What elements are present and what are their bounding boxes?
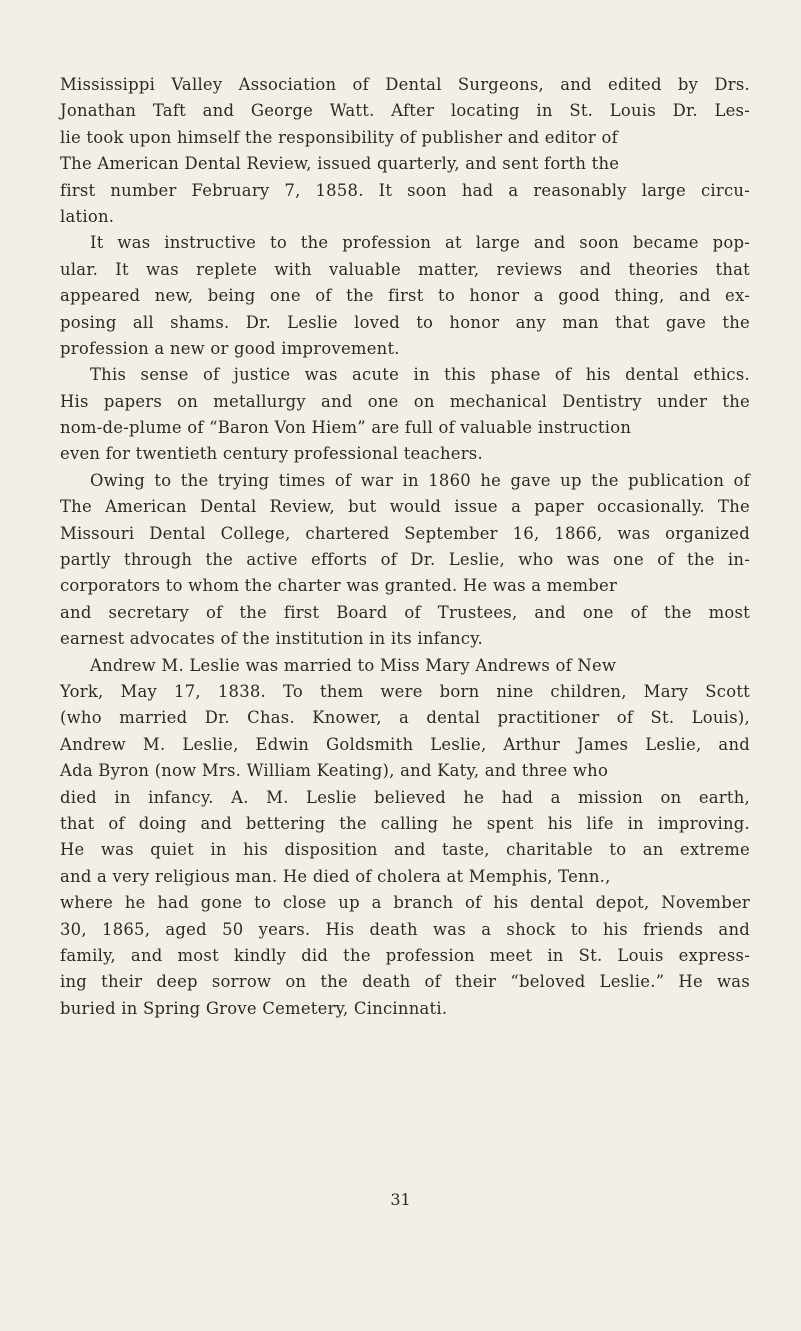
text-line: family, and most kindly did the profession meet in St. Louis express- [60, 945, 750, 965]
text-line: Jonathan Taft and George Watt. After locating in St. Louis Dr. Les- [60, 101, 750, 121]
text-line: Ada Byron (now Mrs. William Keating), and Katy, and three who [60, 761, 609, 781]
text-line: Andrew M. Leslie was married to Miss Mary Andrews of New [90, 655, 617, 675]
text-line: He was quiet in his disposition and taste, charitable to an extreme [60, 840, 750, 860]
text-line: appeared new, being one of the first to honor a good thing, and ex- [60, 286, 750, 306]
text-line: Andrew M. Leslie, Edwin Goldsmith Leslie, Arthur James Leslie, and [60, 734, 750, 754]
body-text [60, 72, 750, 1022]
text-line: His papers on metallurgy and one on mechanical Dentistry under the [60, 391, 750, 411]
text-line: partly through the active efforts of Dr. Leslie, who was one of the in- [60, 550, 750, 570]
text-line: Owing to the trying times of war in 1860 he gave up the publication of [90, 470, 750, 490]
text-line: buried in Spring Grove Cemetery, Cincinnati. [60, 998, 448, 1018]
text-line: died in infancy. A. M. Leslie believed he had a mission on earth, [60, 787, 750, 807]
text-line: profession a new or good improvement. [60, 338, 400, 358]
text-line: earnest advocates of the institution in its infancy. [60, 629, 483, 649]
text-line: lation. [60, 206, 115, 226]
text-line: lie took upon himself the responsibility of publisher and editor of [60, 127, 618, 147]
text-line: ing their deep sorrow on the death of their “beloved Leslie.” He was [60, 972, 750, 992]
text-line: It was instructive to the profession at large and soon became pop- [90, 233, 750, 253]
text-line: (who married Dr. Chas. Knower, a dental practitioner of St. Louis), [60, 708, 750, 728]
text-line: ular. It was replete with valuable matter, reviews and theories that [60, 259, 750, 279]
text-line: The American Dental Review, issued quarterly, and sent forth the [60, 154, 620, 174]
text-line: that of doing and bettering the calling he spent his life in improving. [60, 813, 750, 833]
text-line: even for twentieth century professional teachers. [60, 444, 483, 464]
text-line: and secretary of the first Board of Trustees, and one of the most [60, 602, 750, 622]
text-line: first number February 7, 1858. It soon had a reasonably large circu- [60, 180, 750, 200]
text-line: Mississippi Valley Association of Dental Surgeons, and edited by Drs. [60, 75, 750, 94]
text-line: Missouri Dental College, chartered September 16, 1866, was organized [60, 523, 750, 543]
text-line: The American Dental Review, but would issue a paper occasionally. The [60, 497, 750, 517]
text-line: 30, 1865, aged 50 years. His death was a shock to his friends and [60, 919, 750, 939]
text-line: where he had gone to close up a branch of his dental depot, November [60, 893, 750, 913]
text-line: nom-de-plume of “Baron Von Hiem” are full of valuable instruction [60, 418, 632, 438]
text-line: and a very religious man. He died of cholera at Memphis, Tenn., [60, 866, 611, 886]
text-line: posing all shams. Dr. Leslie loved to honor any man that gave the [60, 312, 750, 332]
text-line: corporators to whom the charter was granted. He was a member [60, 576, 618, 596]
text-line: This sense of justice was acute in this phase of his dental ethics. [90, 365, 750, 385]
text-line: York, May 17, 1838. To them were born nine children, Mary Scott [60, 681, 750, 701]
page-number: 31 [390, 1190, 411, 1209]
